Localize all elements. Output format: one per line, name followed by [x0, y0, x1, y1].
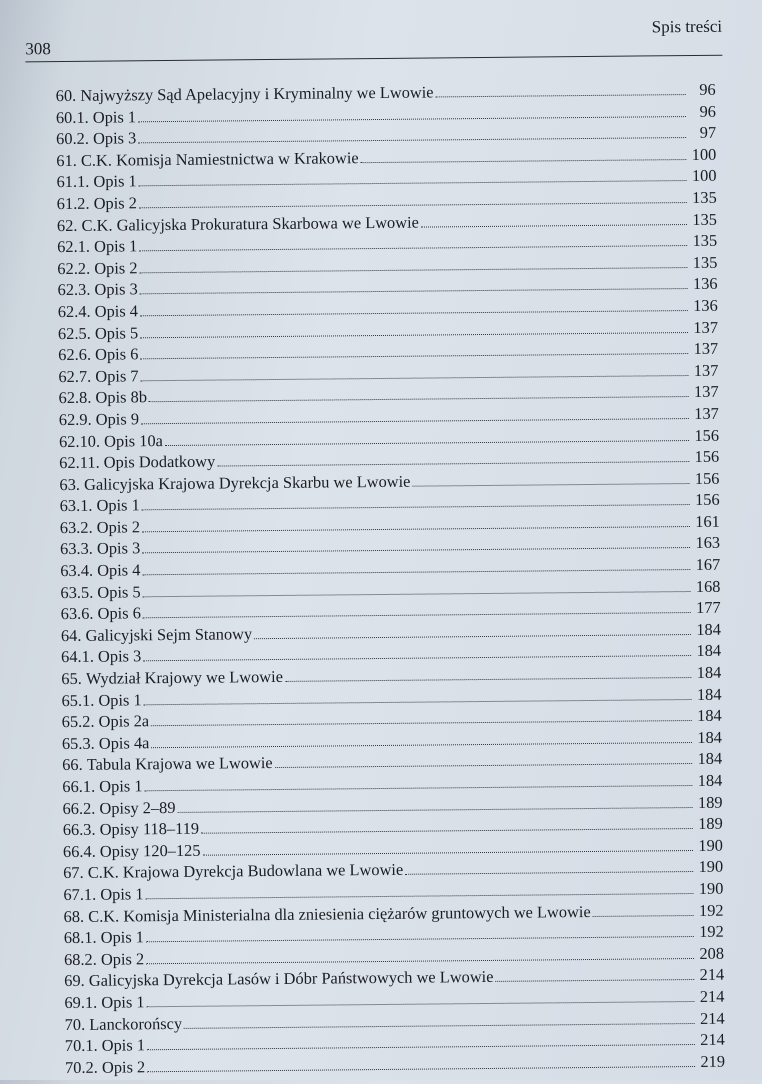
toc-entry-title: Opis 1	[93, 171, 137, 192]
toc-entry-page: 156	[694, 446, 720, 467]
toc-entry-title: Opis 1	[99, 776, 143, 796]
toc-entry-title: Opis 2	[96, 517, 141, 537]
toc-entry-title: C.K. Krajowa Dyrekcja Budowlana we Lwowie	[87, 860, 404, 883]
toc-entry-page: 135	[692, 187, 717, 207]
toc-entry-number: 63.5.	[60, 582, 94, 602]
toc-entry-number: 60.	[55, 85, 77, 106]
toc-entry-number: 60.1.	[55, 107, 89, 127]
dot-leader	[143, 590, 691, 597]
toc-entry-title: Opis 1	[101, 1035, 146, 1055]
toc-entry-page: 137	[693, 317, 719, 337]
toc-entry-number: 67.	[63, 863, 84, 883]
dot-leader	[146, 935, 694, 942]
toc-entry-number: 62.	[56, 215, 78, 235]
toc-entry-title: C.K. Komisja Namiestnictwa w Krakowie	[80, 147, 359, 170]
toc-entry-number: 63.3.	[59, 539, 93, 559]
toc-entry-number: 64.1.	[61, 647, 94, 667]
toc-entry-title: Opis 1	[100, 927, 145, 947]
toc-entry-title: Opis 2	[93, 193, 137, 213]
toc-entry-page: 167	[695, 554, 721, 575]
toc-entry-number: 62.3.	[57, 280, 91, 300]
dot-leader	[151, 719, 692, 726]
dot-leader	[178, 806, 693, 813]
toc-entry-title: Opis 3	[96, 538, 141, 559]
toc-entry-number: 66.3.	[62, 819, 96, 840]
toc-entry-page: 100	[691, 144, 717, 164]
toc-entry-number: 65.3.	[61, 733, 95, 753]
toc-entry-page: 100	[691, 166, 717, 186]
dot-leader	[203, 849, 693, 856]
toc-entry-title: Opis 7	[95, 366, 139, 386]
dot-leader	[436, 93, 686, 97]
dot-leader	[151, 741, 692, 748]
toc-entry-number: 62.11.	[59, 452, 100, 473]
toc-entry-number: 62.8.	[58, 388, 92, 408]
dot-leader	[147, 1043, 695, 1050]
toc-entry-page: 177	[695, 597, 721, 618]
toc-entry-title: Galicyjska Krajowa Dyrekcja Skarbu we Lwowie	[83, 471, 411, 494]
toc-entry-title: Opis 2a	[98, 711, 150, 731]
dot-leader	[285, 676, 691, 682]
toc-entry-title: Opis 3	[94, 279, 138, 300]
dot-leader	[412, 482, 689, 487]
dot-leader	[495, 978, 694, 982]
toc-entry-number: 62.2.	[57, 258, 91, 278]
toc-entry-page: 208	[699, 943, 725, 963]
toc-entry-page: 214	[699, 965, 725, 985]
toc-entry-number: 66.1.	[62, 776, 96, 797]
dot-leader	[165, 439, 689, 446]
toc-entry-page: 168	[695, 576, 721, 596]
dot-leader	[139, 201, 687, 208]
toc-entry-title: Opis 1	[98, 689, 142, 710]
toc-entry-page: 135	[692, 252, 718, 272]
toc-entry-page: 161	[695, 511, 720, 531]
dot-leader	[143, 654, 691, 661]
dot-leader	[140, 331, 688, 338]
toc-entry-number: 69.1.	[64, 992, 98, 1012]
dot-leader	[140, 309, 688, 316]
toc-entry-title: Lanckorońscy	[89, 1013, 183, 1034]
toc-entry-title: Opis 6	[97, 603, 141, 623]
toc-entry-number: 68.	[63, 906, 85, 926]
toc-entry-number: 63.6.	[60, 604, 94, 624]
toc-entry-number: 67.1.	[63, 884, 97, 905]
dot-leader	[142, 503, 690, 510]
toc-entry-number: 64.	[60, 625, 82, 645]
dot-leader	[144, 698, 692, 705]
toc-entry-number: 68.2.	[63, 949, 97, 969]
toc-entry-page: 137	[693, 360, 719, 380]
toc-entry-title: C.K. Galicyjska Prokuratura Skarbowa we Lwowie	[81, 212, 419, 235]
dot-leader	[142, 525, 690, 532]
toc-entry-title: Opis 3	[92, 128, 137, 148]
toc-entry-number: 62.6.	[58, 344, 92, 365]
page-number: 308	[25, 39, 51, 59]
toc-entry-title: Opis 1	[100, 884, 144, 904]
toc-entry-number: 63.2.	[59, 517, 93, 537]
toc-entry-page: 184	[696, 619, 721, 639]
toc-entry-title: Opisy 120–125	[99, 840, 201, 861]
toc-entry-title: Opis 3	[97, 646, 142, 667]
toc-entry-page: 97	[699, 122, 717, 143]
toc-entry-title: C.K. Komisja Ministerialna dla zniesienia ciężarów gruntowych we Lwowie	[88, 901, 591, 926]
toc-entry-page: 137	[693, 382, 719, 402]
dot-leader	[421, 223, 687, 228]
dot-leader	[142, 568, 690, 575]
toc-entry-title: Opis 9	[95, 409, 140, 429]
toc-entry-number: 63.	[59, 474, 81, 494]
toc-entry-number: 62.9.	[58, 409, 92, 429]
toc-entry-number: 61.	[56, 150, 77, 170]
toc-entry-number: 62.10.	[58, 431, 101, 451]
dot-leader	[361, 158, 687, 163]
dot-leader	[138, 136, 686, 143]
toc-entry-title: Tabula Krajowa we Lwowie	[86, 753, 273, 775]
toc-entry-page: 184	[696, 641, 722, 661]
toc-entry-title: Opis 5	[97, 581, 141, 602]
toc-entry-page: 96	[699, 101, 716, 121]
toc-entry-page: 156	[694, 425, 720, 445]
toc-entry-title: Opis 1	[96, 495, 140, 516]
dot-leader	[143, 611, 691, 618]
toc-entry-number: 62.7.	[58, 366, 92, 386]
toc-entry-page: 214	[700, 1029, 725, 1050]
toc-entry-title: Opis 5	[94, 322, 139, 343]
toc-entry-page: 190	[698, 878, 724, 898]
toc-entry-title: Galicyjska Dyrekcja Lasów i Dóbr Państwowych we Lwowie	[88, 967, 494, 991]
toc-entry-page: 214	[699, 1008, 725, 1028]
toc-entry-page: 189	[697, 792, 723, 812]
toc-entry-title: Opis 1	[93, 236, 138, 256]
toc-entry-page: 214	[699, 986, 725, 1006]
toc-entry-page: 184	[696, 684, 722, 704]
dot-leader	[405, 870, 693, 875]
dot-leader	[139, 244, 687, 251]
toc-entry-title: Najwyższy Sąd Apelacyjny i Kryminalny we Lwowie	[80, 82, 434, 105]
toc-entry-title: Opis 8b	[95, 387, 148, 408]
toc-entry-title: Opis 6	[95, 344, 139, 364]
toc-entry-title: Opis 1	[101, 992, 145, 1012]
toc-entry-number: 62.1.	[57, 236, 91, 257]
toc-entry-number: 62.5.	[57, 323, 91, 343]
toc-entry-page: 190	[698, 835, 724, 855]
dot-leader	[275, 762, 692, 768]
toc-entry-page: 156	[694, 468, 720, 488]
dot-leader	[140, 266, 688, 273]
dot-leader	[201, 827, 693, 834]
toc-entry-page: 184	[697, 705, 722, 726]
toc-entry-number: 66.4.	[62, 841, 96, 861]
dot-leader	[147, 1065, 695, 1072]
toc-entry-title: Wydział Krajowy we Lwowie	[85, 666, 284, 688]
table-of-contents	[56, 79, 726, 1079]
toc-entry-page: 135	[692, 209, 718, 229]
toc-entry-page: 189	[698, 813, 723, 834]
toc-entry-page: 184	[696, 662, 722, 682]
dot-leader	[593, 914, 694, 917]
dot-leader	[254, 633, 691, 639]
dot-leader	[184, 1022, 695, 1029]
toc-entry-title: Opis 4a	[98, 733, 150, 753]
dot-leader	[138, 115, 686, 122]
toc-entry-title: Opis 4	[97, 560, 141, 580]
toc-entry-page: 137	[693, 338, 719, 359]
toc-entry-page: 184	[697, 770, 723, 790]
toc-entry-page: 192	[698, 900, 724, 920]
running-title: Spis treści	[651, 16, 723, 37]
toc-entry-title: Opis 10a	[104, 430, 163, 451]
toc-entry-number: 62.4.	[57, 301, 91, 322]
toc-entry-title: Opis 1	[92, 106, 137, 127]
toc-entry-page: 219	[700, 1051, 726, 1071]
dot-leader	[141, 417, 689, 424]
toc-entry-number: 63.1.	[59, 496, 93, 516]
toc-entry-number: 70.1.	[64, 1035, 98, 1056]
dot-leader	[140, 352, 688, 359]
toc-entry-title: Galicyjski Sejm Stanowy	[85, 624, 253, 645]
toc-entry-title: Opis Dodatkowy	[103, 451, 216, 472]
toc-entry-number: 65.2.	[61, 711, 95, 732]
toc-entry-page: 192	[699, 921, 724, 942]
dot-leader	[146, 892, 694, 899]
toc-entry-number: 68.1.	[63, 927, 97, 948]
toc-entry-page: 136	[693, 295, 718, 315]
toc-entry-number: 65.	[61, 668, 82, 689]
toc-entry-number: 70.	[64, 1014, 86, 1034]
page-header	[25, 15, 722, 63]
toc-entry-title: Opis 2	[100, 949, 145, 969]
toc-entry-title: Opisy 118–119	[99, 818, 200, 839]
dot-leader	[147, 1000, 695, 1007]
toc-entry-title: Opis 2	[94, 258, 138, 278]
toc-entry-page: 156	[694, 490, 720, 510]
toc-entry-number: 66.2.	[62, 798, 96, 818]
dot-leader	[149, 395, 689, 402]
toc-entry-title: Opisy 2–89	[99, 797, 176, 818]
toc-entry-title: Opis 4	[94, 301, 139, 321]
toc-entry-number: 60.2.	[56, 128, 90, 149]
dot-leader	[142, 546, 690, 553]
dot-leader	[145, 784, 693, 791]
dot-leader	[146, 957, 694, 964]
toc-entry-number: 69.	[64, 971, 85, 991]
toc-entry-number: 70.2.	[64, 1057, 98, 1077]
toc-entry-page: 163	[695, 533, 721, 553]
toc-entry-page: 137	[694, 403, 719, 423]
toc-entry-number: 63.4.	[60, 560, 94, 581]
toc-entry-page: 184	[697, 749, 723, 769]
toc-entry-number: 61.2.	[56, 193, 90, 214]
dot-leader	[141, 374, 689, 381]
toc-entry-page: 96	[699, 79, 716, 99]
toc-entry-number: 61.1.	[56, 172, 90, 192]
dot-leader	[217, 460, 689, 467]
toc-entry-number: 66.	[62, 755, 83, 775]
toc-entry-page: 136	[692, 274, 718, 294]
toc-entry-page: 190	[698, 857, 724, 877]
toc-entry-page: 135	[692, 230, 718, 251]
toc-entry-title: Opis 2	[101, 1056, 146, 1077]
toc-entry-page: 184	[697, 727, 722, 747]
dot-leader	[139, 179, 687, 186]
toc-entry-number: 65.1.	[61, 690, 95, 710]
dot-leader	[140, 287, 688, 294]
